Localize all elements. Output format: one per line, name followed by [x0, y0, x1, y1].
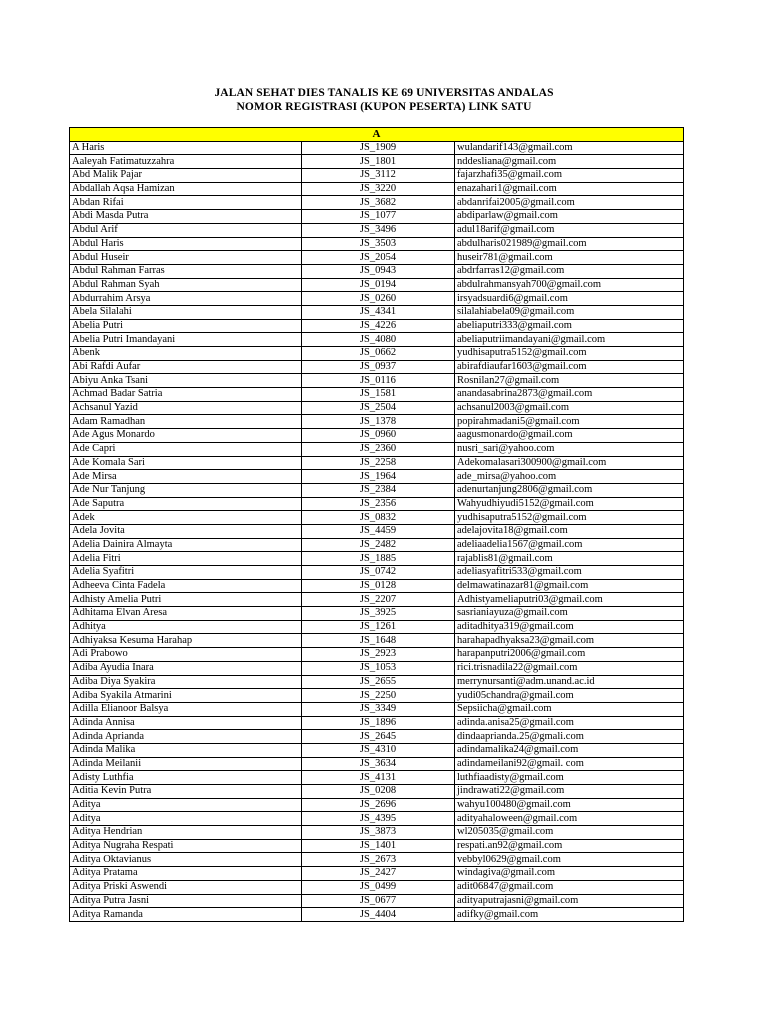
table-row [70, 593, 684, 607]
group-header-row [70, 128, 684, 142]
registration-code-cell: JS_0260 [302, 292, 455, 306]
registration-code-cell: JS_0194 [302, 278, 455, 292]
registration-code-cell: JS_0677 [302, 894, 455, 908]
table-row [70, 264, 684, 278]
participant-name-cell: Ade Nur Tanjung [70, 483, 302, 497]
email-cell: irsyadsuardi6@gmail.com [455, 292, 684, 306]
table-row [70, 648, 684, 662]
participant-name-cell: Aditya [70, 798, 302, 812]
registration-code-cell: JS_2258 [302, 456, 455, 470]
registration-code-cell: JS_2696 [302, 798, 455, 812]
email-cell: abdrfarras12@gmail.com [455, 264, 684, 278]
participant-name-cell: Aditya Nugraha Respati [70, 839, 302, 853]
table-row [70, 374, 684, 388]
email-cell: yudhisaputra5152@gmail.com [455, 511, 684, 525]
participant-name-cell: Abela Silalahi [70, 305, 302, 319]
table-row [70, 607, 684, 621]
email-cell: adelajovita18@gmail.com [455, 524, 684, 538]
table-row [70, 497, 684, 511]
registration-code-cell: JS_4226 [302, 319, 455, 333]
table-row [70, 223, 684, 237]
email-cell: adit06847@gmail.com [455, 880, 684, 894]
registration-code-cell: JS_2207 [302, 593, 455, 607]
registration-code-cell: JS_0662 [302, 347, 455, 361]
email-cell: adindameilani92@gmail. com [455, 757, 684, 771]
table-row [70, 210, 684, 224]
registration-code-cell: JS_0937 [302, 360, 455, 374]
email-cell: dindaaprianda.25@gmali.com [455, 730, 684, 744]
email-cell: aditadhitya319@gmail.com [455, 620, 684, 634]
email-cell: Rosnilan27@gmail.com [455, 374, 684, 388]
table-row [70, 730, 684, 744]
participant-name-cell: Adheeva Cinta Fadela [70, 579, 302, 593]
participant-name-cell: A Haris [70, 141, 302, 155]
table-row [70, 483, 684, 497]
email-cell: popirahmadani5@gmail.com [455, 415, 684, 429]
email-cell: anandasabrina2873@gmail.com [455, 388, 684, 402]
participant-name-cell: Adiba Ayudia Inara [70, 661, 302, 675]
registration-code-cell: JS_1378 [302, 415, 455, 429]
table-row [70, 661, 684, 675]
participant-name-cell: Adela Jovita [70, 524, 302, 538]
participant-name-cell: Adiba Syakila Atmarini [70, 689, 302, 703]
participant-name-cell: Adinda Aprianda [70, 730, 302, 744]
participant-name-cell: Adilla Elianoor Balsya [70, 702, 302, 716]
table-row [70, 333, 684, 347]
table-row [70, 141, 684, 155]
table-row [70, 880, 684, 894]
email-cell: adenurtanjung2806@gmail.com [455, 483, 684, 497]
participant-name-cell: Ade Mirsa [70, 470, 302, 484]
table-row [70, 196, 684, 210]
table-row [70, 743, 684, 757]
registration-code-cell: JS_0742 [302, 566, 455, 580]
table-row [70, 566, 684, 580]
participant-name-cell: Abdul Huseir [70, 251, 302, 265]
participant-name-cell: Adelia Dainira Almayta [70, 538, 302, 552]
email-cell: abdulharis021989@gmail.com [455, 237, 684, 251]
registration-code-cell: JS_2482 [302, 538, 455, 552]
table-row [70, 689, 684, 703]
email-cell: abeliaputriimandayani@gmail.com [455, 333, 684, 347]
email-cell: luthfiaadisty@gmail.com [455, 771, 684, 785]
email-cell: adeliaadelia1567@gmail.com [455, 538, 684, 552]
table-row [70, 470, 684, 484]
email-cell: yudi05chandra@gmail.com [455, 689, 684, 703]
table-row [70, 798, 684, 812]
email-cell: adindamalika24@gmail.com [455, 743, 684, 757]
registration-code-cell: JS_3112 [302, 169, 455, 183]
registration-code-cell: JS_1896 [302, 716, 455, 730]
email-cell: harahapadhyaksa23@gmail.com [455, 634, 684, 648]
table-row [70, 538, 684, 552]
registration-code-cell: JS_3682 [302, 196, 455, 210]
table-row [70, 319, 684, 333]
document-subtitle: NOMOR REGISTRASI (KUPON PESERTA) LINK SATU [236, 101, 532, 113]
email-cell: huseir781@gmail.com [455, 251, 684, 265]
registration-code-cell: JS_1261 [302, 620, 455, 634]
email-cell: rajablis81@gmail.com [455, 552, 684, 566]
participant-name-cell: Aditya Putra Jasni [70, 894, 302, 908]
participant-name-cell: Aditia Kevin Putra [70, 785, 302, 799]
table-row [70, 155, 684, 169]
registration-code-cell: JS_2504 [302, 401, 455, 415]
email-cell: adul18arif@gmail.com [455, 223, 684, 237]
participant-name-cell: Adhitya [70, 620, 302, 634]
participant-name-cell: Abelia Putri [70, 319, 302, 333]
participant-name-cell: Ade Capri [70, 442, 302, 456]
email-cell: abirafdiaufar1603@gmail.com [455, 360, 684, 374]
table-row [70, 839, 684, 853]
registration-code-cell: JS_3220 [302, 182, 455, 196]
registration-code-cell: JS_2427 [302, 867, 455, 881]
email-cell: adifky@gmail.com [455, 908, 684, 922]
email-cell: respati.an92@gmail.com [455, 839, 684, 853]
email-cell: adeliasyafitri533@gmail.com [455, 566, 684, 580]
table-row [70, 908, 684, 922]
participant-name-cell: Abenk [70, 347, 302, 361]
email-cell: jindrawati22@gmail.com [455, 785, 684, 799]
participant-name-cell: Adelia Syafitri [70, 566, 302, 580]
registration-code-cell: JS_3503 [302, 237, 455, 251]
registration-code-cell: JS_4395 [302, 812, 455, 826]
table-row [70, 388, 684, 402]
registration-code-cell: JS_3873 [302, 826, 455, 840]
email-cell: nusri_sari@yahoo.com [455, 442, 684, 456]
table-row [70, 812, 684, 826]
email-cell: harapanputri2006@gmail.com [455, 648, 684, 662]
table-row [70, 867, 684, 881]
participant-name-cell: Aditya Pratama [70, 867, 302, 881]
email-cell: delmawatinazar81@gmail.com [455, 579, 684, 593]
email-cell: ade_mirsa@yahoo.com [455, 470, 684, 484]
table-row [70, 675, 684, 689]
participant-name-cell: Aaleyah Fatimatuzzahra [70, 155, 302, 169]
table-row [70, 169, 684, 183]
table-row [70, 442, 684, 456]
email-cell: adityahaloween@gmail.com [455, 812, 684, 826]
registration-code-cell: JS_2356 [302, 497, 455, 511]
registration-code-cell: JS_2673 [302, 853, 455, 867]
participant-name-cell: Aditya Priski Aswendi [70, 880, 302, 894]
registration-code-cell: JS_2923 [302, 648, 455, 662]
participant-name-cell: Adinda Malika [70, 743, 302, 757]
table-row [70, 401, 684, 415]
registration-code-cell: JS_3925 [302, 607, 455, 621]
participant-name-cell: Achmad Badar Satria [70, 388, 302, 402]
table-row [70, 415, 684, 429]
participant-name-cell: Aditya Oktavianus [70, 853, 302, 867]
participant-name-cell: Adelia Fitri [70, 552, 302, 566]
table-row [70, 771, 684, 785]
participant-name-cell: Adek [70, 511, 302, 525]
table-row [70, 237, 684, 251]
participant-name-cell: Adi Prabowo [70, 648, 302, 662]
participant-name-cell: Achsanul Yazid [70, 401, 302, 415]
participant-name-cell: Adhisty Amelia Putri [70, 593, 302, 607]
registration-code-cell: JS_0960 [302, 429, 455, 443]
registration-code-cell: JS_0832 [302, 511, 455, 525]
registration-code-cell: JS_0943 [302, 264, 455, 278]
participant-name-cell: Aditya Hendrian [70, 826, 302, 840]
registration-code-cell: JS_1885 [302, 552, 455, 566]
group-letter: A [70, 128, 684, 142]
registration-code-cell: JS_1964 [302, 470, 455, 484]
email-cell: adityaputrajasni@gmail.com [455, 894, 684, 908]
email-cell: Wahyudhiyudi5152@gmail.com [455, 497, 684, 511]
registration-code-cell: JS_1401 [302, 839, 455, 853]
registration-code-cell: JS_4404 [302, 908, 455, 922]
participant-name-cell: Aditya Ramanda [70, 908, 302, 922]
table-row [70, 182, 684, 196]
email-cell: silalahiabela09@gmail.com [455, 305, 684, 319]
registration-code-cell: JS_2250 [302, 689, 455, 703]
email-cell: merrynursanti@adm.unand.ac.id [455, 675, 684, 689]
participant-name-cell: Adinda Annisa [70, 716, 302, 730]
email-cell: aagusmonardo@gmail.com [455, 429, 684, 443]
participant-name-cell: Abelia Putri Imandayani [70, 333, 302, 347]
email-cell: fajarzhafi35@gmail.com [455, 169, 684, 183]
table-row [70, 716, 684, 730]
email-cell: abdanrifai2005@gmail.com [455, 196, 684, 210]
participant-name-cell: Abi Rafdi Aufar [70, 360, 302, 374]
participant-name-cell: Ade Komala Sari [70, 456, 302, 470]
table-row [70, 429, 684, 443]
participant-name-cell: Abdan Rifai [70, 196, 302, 210]
participant-name-cell: Abdurrahim Arsya [70, 292, 302, 306]
table-row [70, 634, 684, 648]
registration-code-cell: JS_1053 [302, 661, 455, 675]
table-row [70, 292, 684, 306]
participant-name-cell: Aditya [70, 812, 302, 826]
email-cell: wahyu100480@gmail.com [455, 798, 684, 812]
registration-code-cell: JS_0116 [302, 374, 455, 388]
email-cell: Adekomalasari300900@gmail.com [455, 456, 684, 470]
registration-code-cell: JS_3634 [302, 757, 455, 771]
participant-name-cell: Adhiyaksa Kesuma Harahap [70, 634, 302, 648]
table-row [70, 360, 684, 374]
email-cell: nddesliana@gmail.com [455, 155, 684, 169]
email-cell: rici.trisnadila22@gmail.com [455, 661, 684, 675]
email-cell: windagiva@gmail.com [455, 867, 684, 881]
table-row [70, 347, 684, 361]
email-cell: wulandarif143@gmail.com [455, 141, 684, 155]
registration-code-cell: JS_1648 [302, 634, 455, 648]
table-row [70, 305, 684, 319]
document-title: JALAN SEHAT DIES TANALIS KE 69 UNIVERSITAS ANDALAS [214, 87, 554, 99]
email-cell: sasrianiayuza@gmail.com [455, 607, 684, 621]
registration-code-cell: JS_2360 [302, 442, 455, 456]
table-row [70, 826, 684, 840]
registration-code-cell: JS_4459 [302, 524, 455, 538]
registration-code-cell: JS_4310 [302, 743, 455, 757]
table-row [70, 894, 684, 908]
table-row [70, 757, 684, 771]
participant-name-cell: Adam Ramadhan [70, 415, 302, 429]
table-row [70, 785, 684, 799]
participant-name-cell: Abd Malik Pajar [70, 169, 302, 183]
table-row [70, 853, 684, 867]
table-row [70, 702, 684, 716]
registration-code-cell: JS_2645 [302, 730, 455, 744]
participant-name-cell: Ade Saputra [70, 497, 302, 511]
participant-name-cell: Abdi Masda Putra [70, 210, 302, 224]
email-cell: abdiparlaw@gmail.com [455, 210, 684, 224]
participant-name-cell: Abdul Rahman Syah [70, 278, 302, 292]
participant-name-cell: Adisty Luthfia [70, 771, 302, 785]
table-row [70, 620, 684, 634]
table-row [70, 511, 684, 525]
email-cell: wl205035@gmail.com [455, 826, 684, 840]
registration-table-body [70, 128, 684, 922]
table-row [70, 552, 684, 566]
registration-code-cell: JS_2054 [302, 251, 455, 265]
registration-code-cell: JS_2384 [302, 483, 455, 497]
registration-code-cell: JS_3496 [302, 223, 455, 237]
email-cell: vebbyl0629@gmail.com [455, 853, 684, 867]
participant-name-cell: Abdallah Aqsa Hamizan [70, 182, 302, 196]
registration-code-cell: JS_3349 [302, 702, 455, 716]
email-cell: Adhistyameliaputri03@gmail.com [455, 593, 684, 607]
table-row [70, 278, 684, 292]
table-row [70, 524, 684, 538]
table-row [70, 456, 684, 470]
email-cell: yudhisaputra5152@gmail.com [455, 347, 684, 361]
table-row [70, 251, 684, 265]
participant-name-cell: Abdul Arif [70, 223, 302, 237]
registration-code-cell: JS_1801 [302, 155, 455, 169]
registration-table [69, 127, 684, 922]
registration-code-cell: JS_4341 [302, 305, 455, 319]
email-cell: abeliaputri333@gmail.com [455, 319, 684, 333]
email-cell: abdulrahmansyah700@gmail.com [455, 278, 684, 292]
registration-code-cell: JS_0208 [302, 785, 455, 799]
registration-code-cell: JS_0128 [302, 579, 455, 593]
participant-name-cell: Ade Agus Monardo [70, 429, 302, 443]
registration-code-cell: JS_2655 [302, 675, 455, 689]
registration-code-cell: JS_4080 [302, 333, 455, 347]
email-cell: adinda.anisa25@gmail.com [455, 716, 684, 730]
participant-name-cell: Abdul Haris [70, 237, 302, 251]
registration-code-cell: JS_4131 [302, 771, 455, 785]
registration-code-cell: JS_1909 [302, 141, 455, 155]
registration-code-cell: JS_1077 [302, 210, 455, 224]
email-cell: enazahari1@gmail.com [455, 182, 684, 196]
participant-name-cell: Adhitama Elvan Aresa [70, 607, 302, 621]
registration-code-cell: JS_1581 [302, 388, 455, 402]
participant-name-cell: Abdul Rahman Farras [70, 264, 302, 278]
email-cell: achsanul2003@gmail.com [455, 401, 684, 415]
table-row [70, 579, 684, 593]
email-cell: Sepsiicha@gmail.com [455, 702, 684, 716]
registration-code-cell: JS_0499 [302, 880, 455, 894]
participant-name-cell: Abiyu Anka Tsani [70, 374, 302, 388]
participant-name-cell: Adinda Meilanii [70, 757, 302, 771]
participant-name-cell: Adiba Diya Syakira [70, 675, 302, 689]
